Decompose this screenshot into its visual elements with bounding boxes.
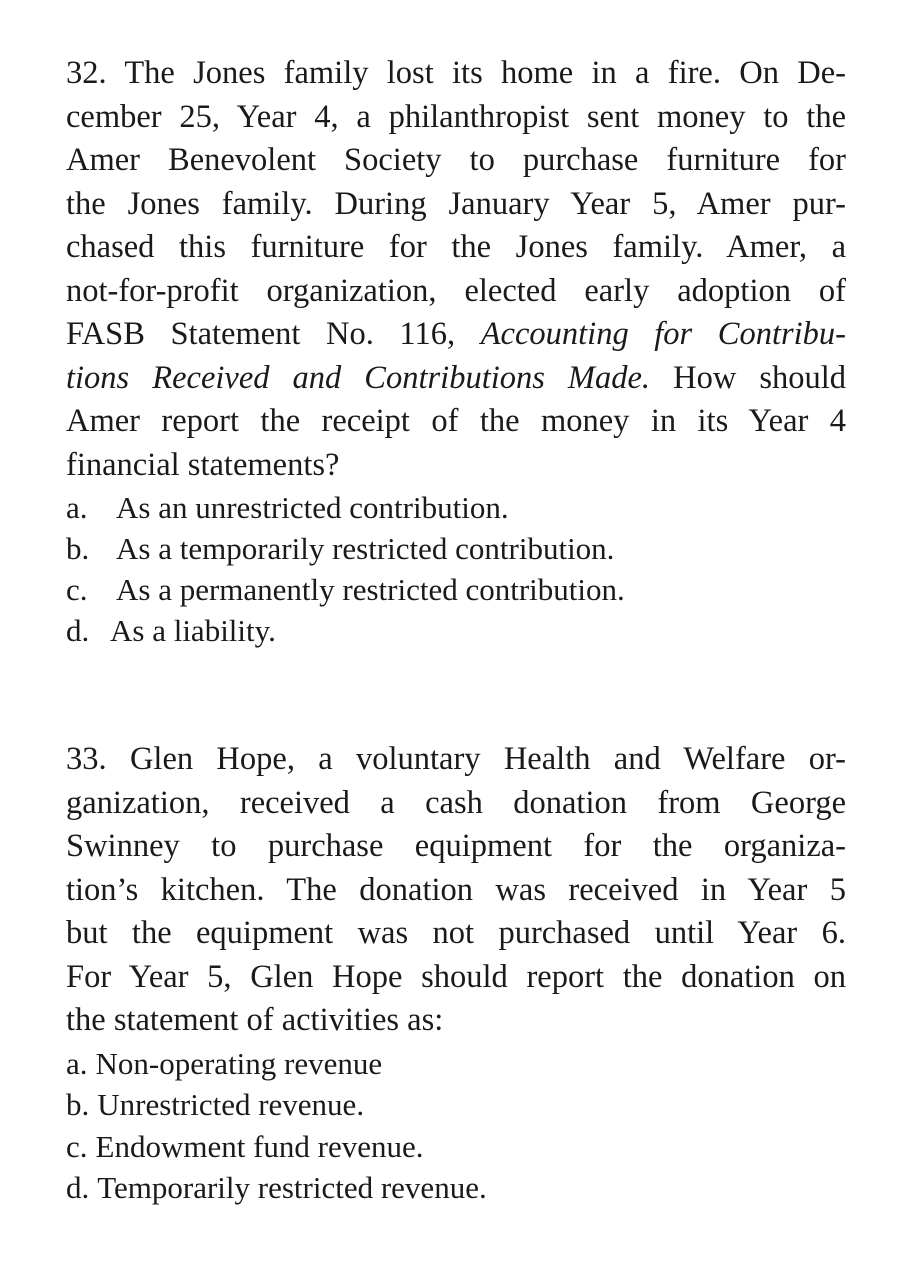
stem-line (66, 357, 846, 401)
choice-text: As an unrestricted contribution. (116, 490, 509, 525)
question-number: 32. (66, 55, 107, 91)
question-33-choices (66, 1043, 846, 1209)
choice-letter: b. (66, 531, 90, 566)
question-32-stem (66, 52, 846, 487)
choice-a (66, 1043, 846, 1085)
choice-text: As a liability. (110, 613, 276, 648)
choice-text: Unrestricted revenue. (97, 1087, 365, 1122)
choice-c (66, 1126, 846, 1168)
stem-line: tion’s kitchen. The donation was received in Year 5 (66, 871, 846, 908)
choice-letter: d. (66, 1170, 90, 1205)
choice-d (66, 610, 846, 651)
choice-text: As a temporarily restricted contribution. (116, 531, 615, 566)
stem-line: the Jones family. During January Year 5, Amer pur- (66, 185, 846, 222)
choice-letter: c. (66, 1128, 88, 1164)
choice-a (66, 487, 846, 528)
stem-line (66, 313, 846, 357)
choice-letter: a. (66, 490, 88, 525)
stem-line: Swinney to purchase equipment for the organiza- (66, 828, 846, 864)
question-32-choices (66, 487, 846, 651)
choice-text: Temporarily restricted revenue. (97, 1170, 487, 1205)
publication-title: tions Received and Contributions Made. (66, 359, 651, 396)
stem-line (66, 52, 846, 96)
publication-title: Accounting for Contribu- (480, 316, 846, 352)
stem-line (66, 738, 846, 782)
choice-b (66, 1084, 846, 1126)
stem-text: The Jones family lost its home in a fire. On De- (124, 55, 846, 91)
choice-c (66, 569, 846, 610)
stem-line: ganization, received a cash donation from George (66, 784, 846, 821)
stem-line: not-for-profit organization, elected early adoption of (66, 272, 846, 309)
stem-text: Glen Hope, a voluntary Health and Welfare or- (129, 741, 846, 777)
stem-text: FASB Statement No. 116, (66, 316, 481, 352)
stem-line: financial statements? (66, 446, 340, 483)
choice-d (66, 1167, 846, 1209)
stem-line: chased this furniture for the Jones family. Amer, a (66, 229, 846, 265)
choice-letter: a. (66, 1045, 88, 1081)
stem-line: For Year 5, Glen Hope should report the donation on (66, 958, 846, 995)
choice-letter: d. (66, 613, 90, 648)
choice-letter: b. (66, 1087, 90, 1122)
question-33 (66, 738, 846, 1209)
stem-text: How should (650, 359, 846, 396)
stem-line: Amer Benevolent Society to purchase furniture for (66, 142, 846, 178)
choice-text: As a permanently restricted contribution. (116, 572, 625, 607)
stem-line: Amer report the receipt of the money in its Year 4 (66, 403, 846, 439)
question-32 (66, 52, 846, 651)
stem-line: the statement of activities as: (66, 1002, 444, 1038)
question-number: 33. (66, 741, 107, 777)
choice-text: Non-operating revenue (95, 1045, 383, 1081)
choice-text: Endowment fund revenue. (95, 1128, 424, 1164)
stem-line: but the equipment was not purchased until Year 6. (66, 915, 846, 951)
stem-line: cember 25, Year 4, a philanthropist sent money to the (66, 98, 846, 135)
choice-letter: c. (66, 572, 88, 607)
question-33-stem (66, 738, 846, 1043)
choice-b (66, 528, 846, 569)
